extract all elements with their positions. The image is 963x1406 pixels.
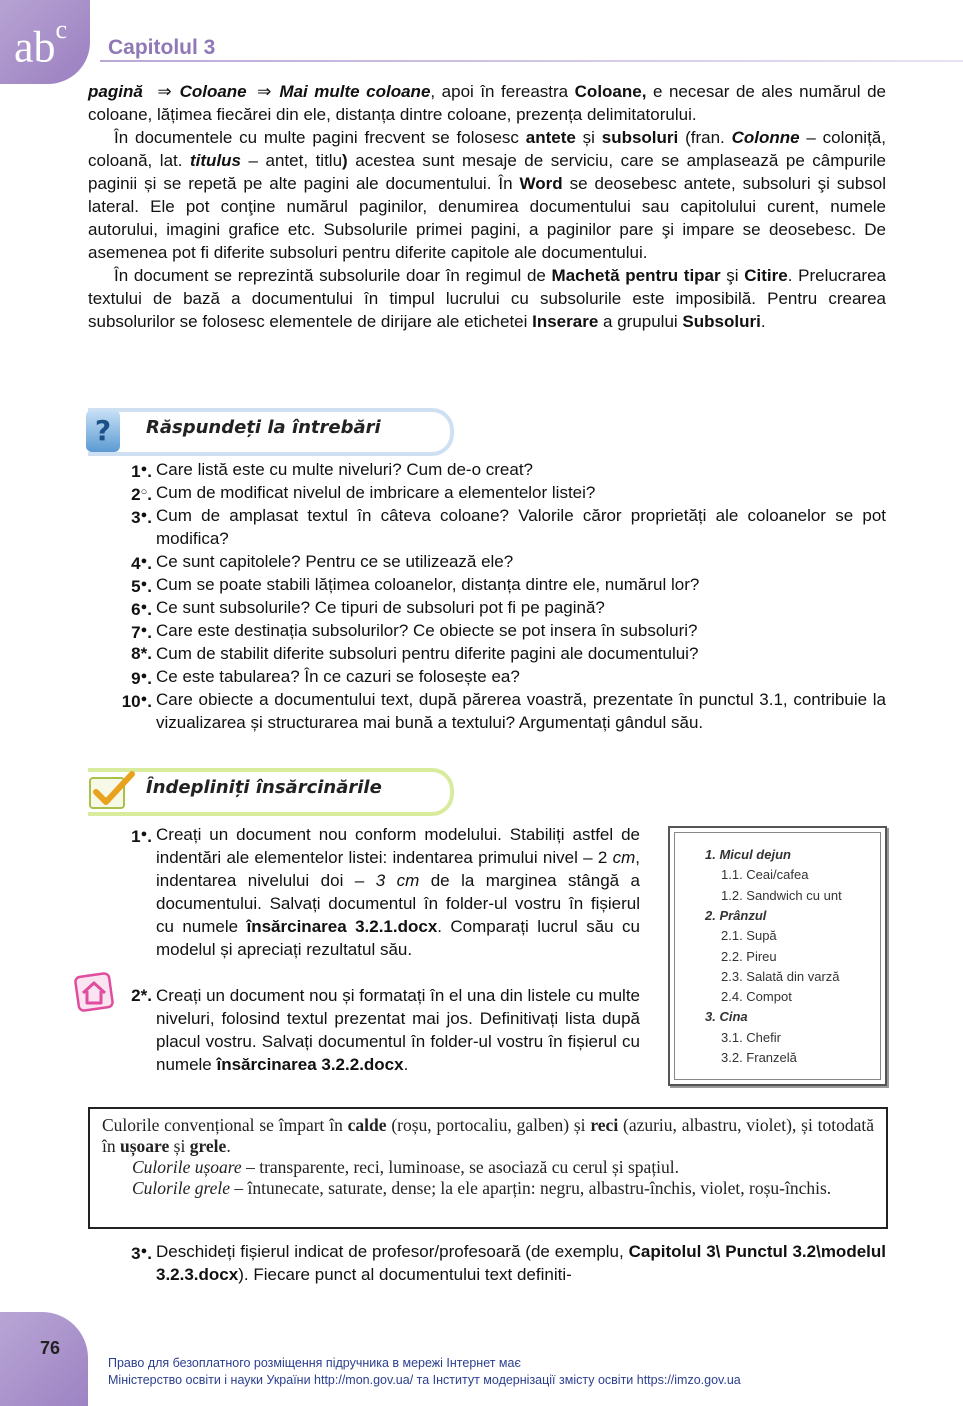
question-text: Ce este tabularea? În ce cazuri se folosește ea? [156, 667, 520, 686]
task-number: 3●. [131, 1244, 152, 1263]
question-number: 8*. [131, 644, 152, 663]
question-number: 1●. [131, 462, 152, 481]
question-text: Care listă este cu multe niveluri? Cum de-o creat? [156, 460, 533, 479]
task-2 [100, 984, 640, 1076]
question-number: 3●. [131, 508, 152, 527]
model-list-figure [668, 826, 887, 1086]
question-item [100, 688, 886, 734]
intro-text [88, 80, 886, 333]
header-rule [100, 60, 963, 62]
question-item [100, 550, 886, 573]
question-number: 9●. [131, 669, 152, 688]
note-line-1: Culorile convențional se împart în calde (roșu, portocaliu, galben) și reci (azuriu, albastru, violet), și totodată în ușoare și grele. [102, 1115, 874, 1156]
questions-banner-title: Răspundeți la întrebări [146, 417, 381, 438]
question-number: 6●. [131, 600, 152, 619]
chapter-logo [0, 0, 90, 84]
intro-paragraph-1: pagină ⇒ Coloane ⇒ Mai multe coloane, apoi în fereastra Coloane, e necesar de ales numărul de coloane, lățimea fiecărei din ele, distanța dintre coloane, prezența delimitatorului. [88, 82, 886, 124]
note-line-3: Culorile grele – întunecate, saturate, dense; la ele aparțin: negru, albastru-închis, violet, roșu-închis. [132, 1178, 832, 1198]
questions-list [100, 458, 886, 734]
question-item [100, 596, 886, 619]
model-list-level1-item: 1. Micul dejun [705, 847, 791, 862]
question-item [100, 642, 886, 665]
question-item [100, 504, 886, 550]
footer-line-1: Право для безоплатного розміщення підручника в мережі Інтернет має [108, 1356, 521, 1370]
task-item: 1●. Creați un document nou conform modelului. Stabiliți astfel de indentări ale elementelor listei: indentarea primului nivel – 2 cm, indentarea nivelului doi – 3 cm de la marginea stângă a documentului. Salvați documentul în folder-ul vostru în fișierul cu numele însărcinarea 3.2.1.docx. Comparați lucrul său cu modelul și apreciați rezultatul său. [100, 823, 640, 961]
question-item [100, 665, 886, 688]
question-text: Cum de stabilit diferite subsoluri pentru diferite pagini ale documentului? [156, 644, 699, 663]
task-number: 1●. [131, 827, 152, 846]
model-list-level2-item: 2.2. Pireu [721, 948, 777, 964]
logo-text: $ab^c$ [14, 15, 68, 72]
question-text: Ce sunt subsolurile? Ce tipuri de subsoluri pot fi pe pagină? [156, 598, 605, 617]
page-number: 76 [40, 1338, 61, 1358]
model-list-level2-item: 1.1. Ceai/cafea [721, 867, 809, 883]
note-line-2: Culorile ușoare – transparente, reci, luminoase, se asociază cu cerul și spațiul. [132, 1157, 680, 1177]
question-text: Cum de amplasat textul în câteva coloane? Valorile căror proprietăți ale coloanelor se pot modifica? [156, 506, 886, 548]
model-list-level2-item: 3.1. Chefir [721, 1029, 781, 1045]
model-list-level1-item: 2. Prânzul [705, 907, 767, 923]
question-number: 7●. [131, 623, 152, 642]
questions-banner [88, 408, 454, 456]
task-3 [100, 1240, 886, 1286]
model-list-level2-item: 2.4. Compot [721, 989, 792, 1005]
chapter-title: Capitolul 3 [108, 36, 216, 59]
question-item [100, 481, 886, 504]
task-item: 2*. Creați un document nou și formatați în el una din listele cu multe niveluri, folosind textul prezentat mai jos. Definitivați lista după placul vostru. Salvați documentul în folder-ul vostru în fișierul cu numele însărcinarea 3.2.2.docx. [100, 984, 640, 1076]
page-number-tab [0, 1312, 88, 1406]
task-item: 3●. Deschideți fișierul indicat de profesor/profesoară (de exemplu, Capitolul 3\ Punctul 3.2\modelul 3.2.3.docx). Fiecare punct al documentului text definiti- [100, 1240, 886, 1286]
question-icon: ? [86, 410, 120, 452]
colors-note-text [102, 1115, 874, 1199]
footer-line-2: Міністерство освіти і науки України http://mon.gov.ua/ та Інститут модернізації змісту освіти https://imzo.gov.ua [108, 1373, 741, 1387]
tasks-banner [88, 768, 454, 816]
question-item [100, 573, 886, 596]
question-number: 4●. [131, 554, 152, 573]
question-number: 10●. [121, 692, 152, 711]
task-number: 2*. [131, 986, 152, 1005]
question-text: Cum se poate stabili lățimea coloanelor, distanța dintre ele, numărul lor? [156, 575, 700, 594]
tasks-banner-title: Îndepliniți însărcinările [146, 777, 382, 798]
question-text: Cum de modificat nivelul de imbricare a elementelor listei? [156, 483, 596, 502]
question-item [100, 619, 886, 642]
question-text: Care obiecte a documentului text, după părerea voastră, prezentate în punctul 3.1, contribuie la vizualizarea și structurarea mai bună a textului? Argumentați gândul său. [156, 690, 886, 732]
question-text: Care este destinația subsolurilor? Ce obiecte se pot insera în subsoluri? [156, 621, 698, 640]
model-list-level1-item: 3. Cina [705, 1009, 748, 1025]
question-text: Ce sunt capitolele? Pentru ce se utilizează ele? [156, 552, 514, 571]
model-list-level2-item: 2.3. Salată din varză [721, 968, 840, 984]
task-1 [100, 823, 640, 961]
checkmark-icon [86, 768, 140, 816]
question-number: 2○. [131, 485, 152, 504]
model-list-level2-item: 1.2. Sandwich cu unt [721, 887, 842, 903]
intro-paragraph-3: În document se reprezintă subsolurile doar în regimul de Machetă pentru tipar şi Citire. Prelucrarea textului de bază a documentului în timpul lucrului cu subsolurile este imposibilă. Pentru crearea subsolurilor se folosesc elementele de dirijare ale etichetei Inserare a grupului Subsoluri. [88, 266, 886, 331]
model-list [674, 832, 881, 1080]
intro-paragraph-2: În documentele cu multe pagini frecvent se folosesc antete și subsoluri (fran. Colonne – coloniță, coloană, lat. titulus – antet, titlu) acestea sunt mesaje de serviciu, care se amplasează pe câmpurile paginii și se repetă pe alte pagini ale documentului. În Word se deosebesc antete, subsoluri şi subsol lateral. Ele pot conţine numărul paginilor, denumirea documentului sau capitolului curent, numele autorului, imagini grafice etc. Subsolurile primei pagini, a paginilor pare şi impare se deosebesc. De asemenea pot fi diferite subsoluri pentru diferite capitole ale documentului. [88, 128, 886, 262]
colors-note-box [88, 1107, 888, 1229]
model-list-level2-item: 3.2. Franzelă [721, 1050, 797, 1065]
question-item [100, 458, 886, 481]
question-number: 5●. [131, 577, 152, 596]
model-list-level2-item: 2.1. Supă [721, 928, 777, 944]
